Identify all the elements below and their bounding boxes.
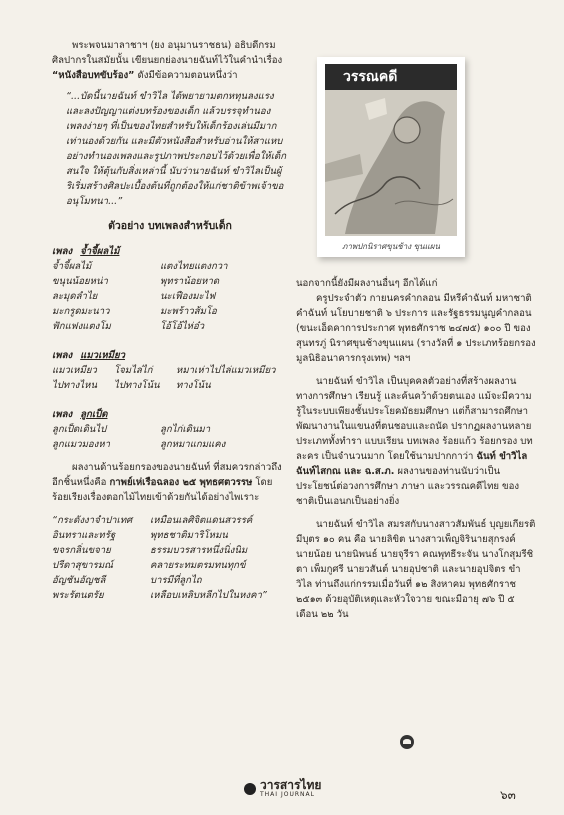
- song-line: [52, 289, 288, 304]
- song-label: เพลง: [52, 409, 73, 420]
- body-text: ผลงานด้านร้อยกรองของนายฉันท์ ที่สมควรกล่าวถึงอีกชิ้นหนึ่งคือ: [52, 462, 282, 488]
- lyric: หมาเห่าไปไล่แมวเหมียว: [176, 365, 276, 376]
- body-text: ผลงานของท่านนับว่าเป็นประโยชน์ต่อวงการศึกษา ภาษา และวรรณคดีไทย ของชาติเป็นเอนกเป็นอย่างยิ่ง: [296, 466, 520, 507]
- logo-text: วารสารไทย: [260, 778, 322, 792]
- verse-text: อินทราและทรัฐ: [52, 530, 116, 541]
- journal-logo: [244, 780, 321, 798]
- lyric: จ้ำจี้ผลไม้: [52, 261, 92, 272]
- section-heading: ตัวอย่าง บทเพลงสำหรับเด็ก: [108, 220, 232, 232]
- lyric: ขนุนน้อยหน่า: [52, 276, 108, 287]
- lyric: แมวเหมียว: [52, 365, 97, 376]
- lyric: ลูกแมวมองหา: [52, 439, 111, 450]
- end-of-article-icon: [400, 735, 414, 749]
- lyric: ไปทางโน้น: [114, 380, 160, 391]
- song-label: เพลง: [52, 246, 73, 257]
- work-title: กาพย์เห่เรือฉลอง ๒๕ พุทธศตวรรษ: [109, 477, 253, 488]
- verse-text: ธรรมบวรสารหนึ่งนิ่งนิม: [150, 545, 248, 556]
- song-line: [52, 319, 288, 334]
- logo-emblem-icon: [244, 783, 256, 795]
- preface-quote: “...บัดนี้นายฉันท์ ขำวิไล ได้พยายามตกหทุนลงแรง และลงปัญญาแต่งบทร้องของเด็ก แล้วบรรจุทำนองเพลงง่ายๆ ที่เป็นของไทยสำหรับให้เด็กร้องเล่นมีมากเท่านองด้วยกัน และมีตัวหนังสือสำหรับอ่านให้สาแหบอย่างทำนองเพลงและรูปภาพประกอบไว้ด้วยเพื่อให้เด็กสนใจ ให้ตุ้นกับสิ่งเหล่านี้ นับว่านายฉันท์ ขำวิไลเป็นผู้ริเริ่มสร้างศิลปะเบื้องต้นที่ถูกต้องให้แก่ชาติข้าพเจ้าขออนุโมทนา...”: [66, 91, 287, 207]
- intro-text: พระพจนมาลาชาฯ (ยง อนุมานราชธน) อธิบดีกรมศิลปากรในสมัยนั้น เขียนยกย่องนายฉันท์ไว้ในคำนำเรื่อง: [52, 40, 283, 66]
- verse-text: เหมือนเลศิจิตแดนสวรรค์: [150, 515, 253, 526]
- lyric: นะเฟืองมะไฟ: [160, 291, 216, 302]
- masthead-text: วรรณคดี: [343, 69, 398, 85]
- song-line: [52, 304, 288, 319]
- verse-text: อัญชันอัญชลี: [52, 575, 106, 586]
- lyric: ไปทางไหน: [52, 380, 98, 391]
- verse-text: พระรัตนตรัย: [52, 590, 104, 601]
- song-3: [52, 407, 288, 452]
- verse-text: ปรีดาสุขารมณ์: [52, 560, 114, 571]
- body-text: นายฉันท์ ขำวิไล เป็นบุคคลตัวอย่างที่สร้างผลงานทางการศึกษา เรียนรู้ และค้นคว้าด้วยตนเอง แม้จะมีความรู้ในระบบเพียงชั้นประโยคมัธยมศึกษา แต่ก็สามารถศึกษาพัฒนางานในแขนงที่ตนชอบและถนัด ปรากฏผลงานหลายประเภททั้งทำรา แบบเรียน บทเพลง ร้อยแก้ว ร้อยกรอง บทละคร เป็นจำนวนมาก โดยใช้นามปากกาว่า: [296, 376, 533, 462]
- book-cover-image: [325, 64, 457, 236]
- lyric: ฟักแฟงแตงโม: [52, 321, 111, 332]
- body-paragraph: [52, 460, 288, 505]
- lyric: มะกรูดมะนาว: [52, 306, 110, 317]
- intro-paragraph: [52, 38, 288, 83]
- pen-names: ฉันท์ ขำวิไล ฉันท์ไสกณ และ ฉ.ส.ภ.: [296, 451, 528, 477]
- lyric: พุทราน้อยหาด: [160, 276, 220, 287]
- lyric: ลูกหมาแกมแคง: [160, 439, 226, 450]
- body-paragraph: นอกจากนี้ยังมีผลงานอื่นๆ อีกได้แก่: [296, 278, 438, 289]
- lyric: มะพร้าวส้มโอ: [160, 306, 217, 317]
- song-line: [52, 363, 288, 378]
- verse-line: [52, 573, 288, 588]
- page-number: ๖๓: [500, 788, 516, 802]
- song-line: [52, 274, 288, 289]
- lyric: แตงไทยแตงกวา: [160, 261, 228, 272]
- intro-book-title: “หนังสือบทขับร้อง”: [52, 70, 135, 81]
- song-2: [52, 348, 288, 393]
- song-line: [52, 437, 288, 452]
- verse-text: พุทธชาติมาริโหมน: [150, 530, 228, 541]
- body-paragraph: นายฉันท์ ขำวิไล สมรสกับนางสาวสัมพันธ์ บุญยเกียรติ มีบุตร ๑๐ คน คือ นายลิขิต นางสาวเพ็ญจิรินายสุกรงค์ นายน้อย นายนิพนธ์ นายจุรีรา คณพุทธีระจัน นางโกสุมรีชิตา เพ็มกูศรี นายวสันต์ นายอุปชาติ และนายอุปจิตร ขำวิไล ท่านถึงแก่กรรมเมื่อวันที่ ๑๒ สิงหาคม พุทธศักราช ๒๕๑๓ ด้วยอุบัติเหตุและหัวใจวาย ขณะมีอายุ ๗๖ ปี ๕ เดือน ๒๒ วัน: [296, 519, 536, 620]
- lyric: ละมุดลำไย: [52, 291, 98, 302]
- figure-caption: ภาพปกนิราศขุนช้าง ขุนแผน: [342, 242, 440, 251]
- book-cover-figure: [317, 57, 465, 257]
- verse-text: ขจรกลิ่นขจาย: [52, 545, 111, 556]
- song-name: แมวเหมียว: [80, 350, 126, 361]
- verse-line: [52, 588, 288, 603]
- verse-block: [52, 513, 288, 603]
- verse-line: [52, 513, 288, 528]
- lyric: โอ้โอ้ไห่อ๋ว: [160, 321, 205, 332]
- body-paragraph: [296, 374, 536, 509]
- verse-text: คลายระทมตรมทนทุกข์: [150, 560, 246, 571]
- song-line: [52, 422, 288, 437]
- intro-end-text: ดังมีข้อความตอนหนึ่งว่า: [134, 70, 238, 81]
- song-title: [52, 244, 288, 259]
- right-column: [296, 276, 536, 622]
- verse-line: [52, 543, 288, 558]
- song-name: ลูกเป็ด: [80, 409, 108, 420]
- lyric: ทางโน้น: [176, 380, 211, 391]
- body-paragraph: ครูประจำตัว กายนครคำกลอน มีหรีคำฉันท์ มหาชาติคำฉันท์ นโยบายชาติ ๖ ประการ และรัฐธรรมนูญคำกลอน (ขนะเอ็ดคาการประกาศ พุทธศักราช ๒๔๗๕) ๑๐๐ ปี ของสุนทรภู่ นิราศขุนช้างขุนแผน (รางวัลที่ ๑ ประเภทร้อยกรอง มูลนิธิอนาคารกรุงเทพ) ฯลฯ: [296, 293, 536, 364]
- verse-line: [52, 528, 288, 543]
- logo-subtext: THAI JOURNAL: [260, 791, 315, 798]
- verse-text: เหลือบเหลิบหลีกไปในหงคา”: [150, 590, 267, 601]
- body-text: โดยร้อยเรียงเรื่องตอกไม้ไทยเข้าด้วยกันได้อย่างไพเราะ: [52, 477, 273, 503]
- song-name: จ้ำจี้ผลไม้: [80, 246, 120, 257]
- song-line: [52, 378, 288, 393]
- verse-text: บารมีที่ลูกไถ: [150, 575, 202, 586]
- lyric: ลูกไก่เดินมา: [160, 424, 211, 435]
- left-column: [52, 38, 288, 603]
- lyric: โจมไล่ไก่: [114, 365, 153, 376]
- song-title: [52, 348, 288, 363]
- song-label: เพลง: [52, 350, 73, 361]
- song-title: [52, 407, 288, 422]
- verse-text: “กระดังงาจำปาเทศ: [52, 515, 133, 526]
- verse-line: [52, 558, 288, 573]
- song-line: [52, 259, 288, 274]
- lyric: ลูกเป็ดเดินไป: [52, 424, 107, 435]
- book-cover-illustration: [325, 64, 457, 236]
- song-1: [52, 244, 288, 334]
